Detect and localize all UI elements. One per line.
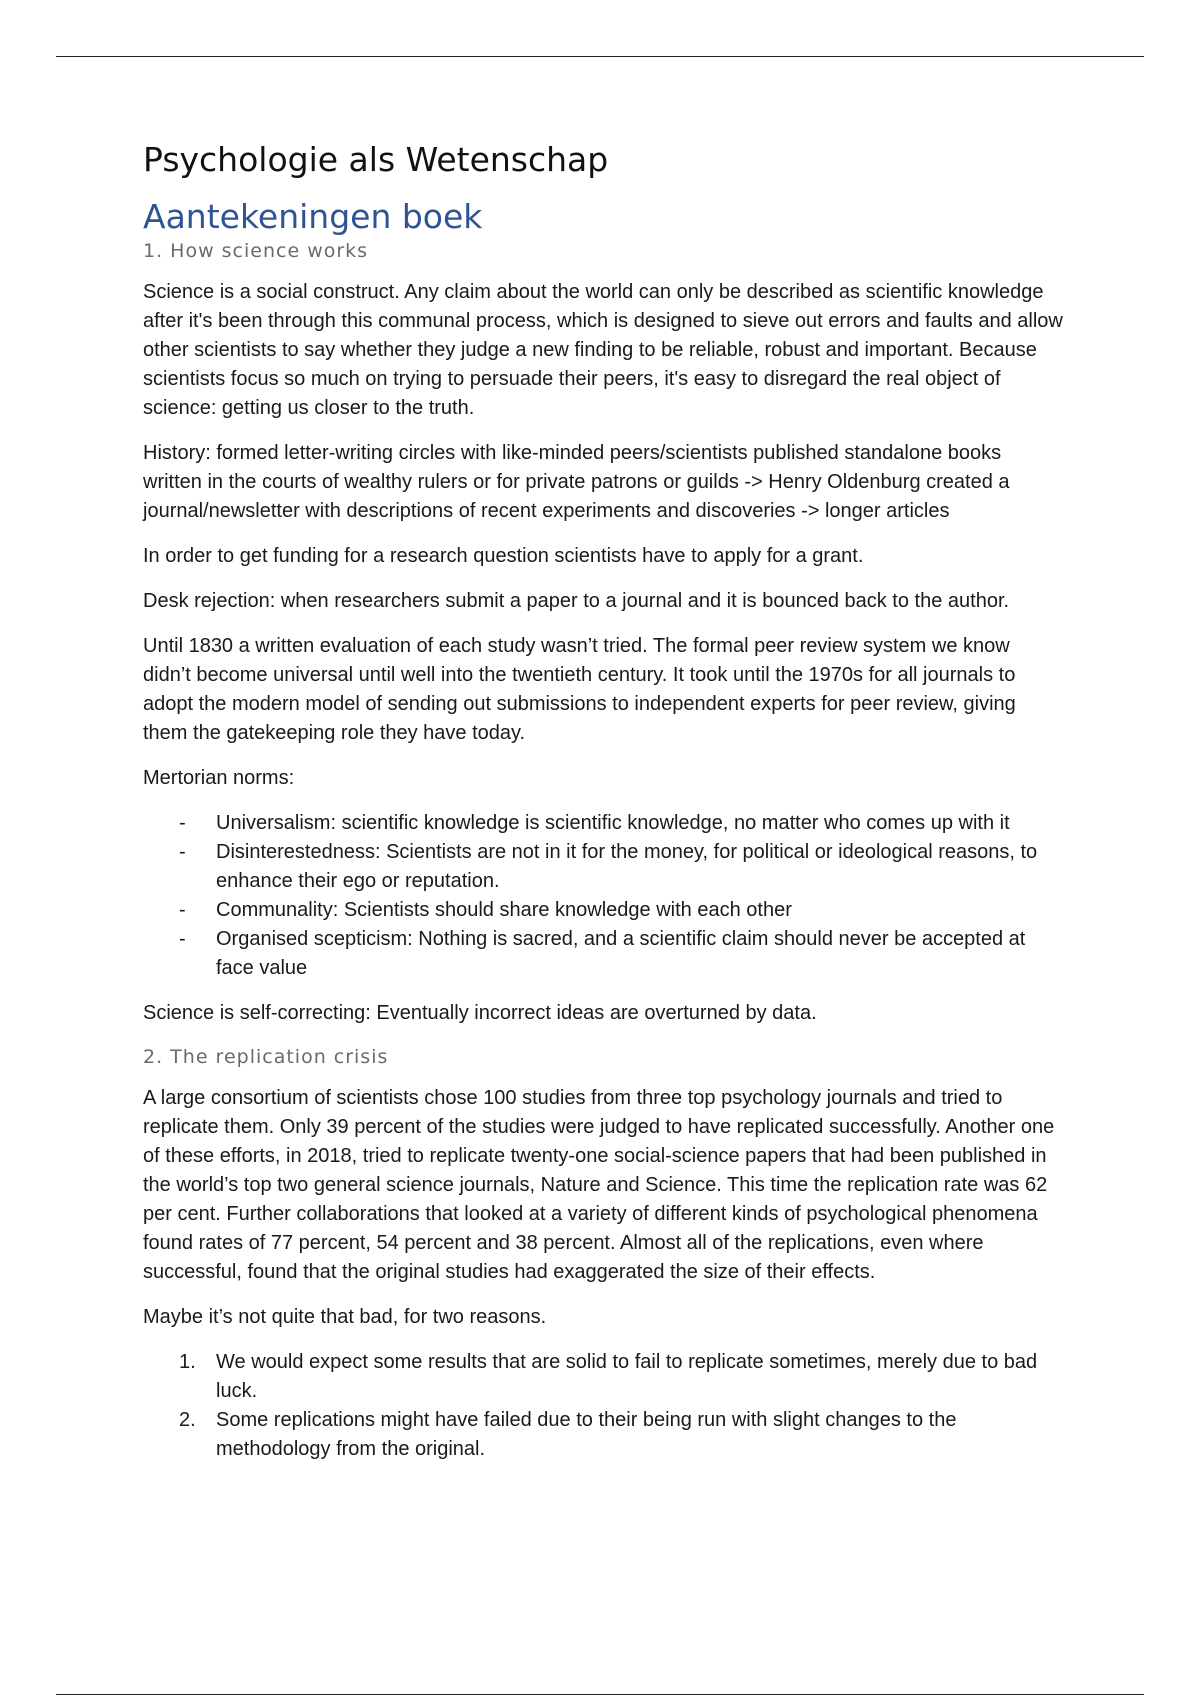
paragraph-replication-studies: A large consortium of scientists chose 100 studies from three top psychology journals and tried to replicate them. Only 39 percent of the studies were judged to have replicated successfully. Another one of these efforts, in 2018, tried to replicate twenty-one social-science papers that had been published in the world’s top two general science journals, Nature and Science. This time the replication rate was 62 per cent. Further collaborations that looked at a variety of different kinds of psychological phenomena found rates of 77 percent, 54 percent and 38 percent. Almost all of the replications, even where successful, found that the original studies had exaggerated the size of their effects. — [143, 1087, 1055, 1283]
reasons-list — [143, 1348, 1063, 1464]
list-item: - Universalism: scientific knowledge is scientific knowledge, no matter who comes up with it — [143, 809, 1063, 838]
paragraph-norms-intro: Mertorian norms: — [143, 767, 295, 789]
list-number: 1. — [179, 1351, 196, 1373]
paragraph-funding: In order to get funding for a research question scientists have to apply for a grant. — [143, 545, 864, 567]
list-item: - Organised scepticism: Nothing is sacred, and a scientific claim should never be accepted at face value — [143, 925, 1063, 983]
header-rule — [56, 56, 1144, 57]
paragraph-self-correcting: Science is self-correcting: Eventually incorrect ideas are overturned by data. — [143, 1002, 817, 1024]
list-item-text: Some replications might have failed due to their being run with slight changes to the methodology from the original. — [216, 1409, 957, 1460]
paragraph-desk-rejection: Desk rejection: when researchers submit a paper to a journal and it is bounced back to the author. — [143, 590, 1010, 612]
paragraph-peer-review-history: Until 1830 a written evaluation of each study wasn’t tried. The formal peer review system we know didn’t become universal until well into the twentieth century. It took until the 1970s for all journals to adopt the modern model of sending out submissions to independent experts for peer review, giving them the gatekeeping role they have today. — [143, 635, 1016, 744]
document-body — [143, 140, 1063, 1464]
list-item-text: We would expect some results that are solid to fail to replicate sometimes, merely due to bad luck. — [216, 1351, 1038, 1402]
list-item: - Disinterestedness: Scientists are not in it for the money, for political or ideological reasons, to enhance their ego or reputation. — [143, 838, 1063, 896]
paragraph-history: History: formed letter-writing circles with like-minded peers/scientists published standalone books written in the courts of wealthy rulers or for private patrons or guilds -> Henry Oldenburg created a journal/newsletter with descriptions of recent experiments and discoveries -> longer articles — [143, 442, 1010, 522]
list-item — [143, 1348, 1063, 1406]
footer-rule — [56, 1694, 1144, 1695]
list-item — [143, 1406, 1063, 1464]
document-title: Psychologie als Wetenschap — [143, 140, 609, 179]
paragraph-two-reasons: Maybe it’s not quite that bad, for two reasons. — [143, 1306, 547, 1328]
list-item: - Communality: Scientists should share knowledge with each other — [143, 896, 1063, 925]
section-heading-replication-crisis: 2. The replication crisis — [143, 1046, 389, 1068]
section-heading-how-science-works: 1. How science works — [143, 240, 369, 262]
norms-list — [143, 809, 1063, 983]
list-number: 2. — [179, 1409, 196, 1431]
document-subtitle: Aantekeningen boek — [143, 197, 483, 236]
paragraph-social-construct: Science is a social construct. Any claim about the world can only be described as scientific knowledge after it's been through this communal process, which is designed to sieve out errors and faults and allow other scientists to say whether they judge a new finding to be reliable, robust and important. Because scientists focus so much on trying to persuade their peers, it's easy to disregard the real object of science: getting us closer to the truth. — [143, 281, 1063, 419]
